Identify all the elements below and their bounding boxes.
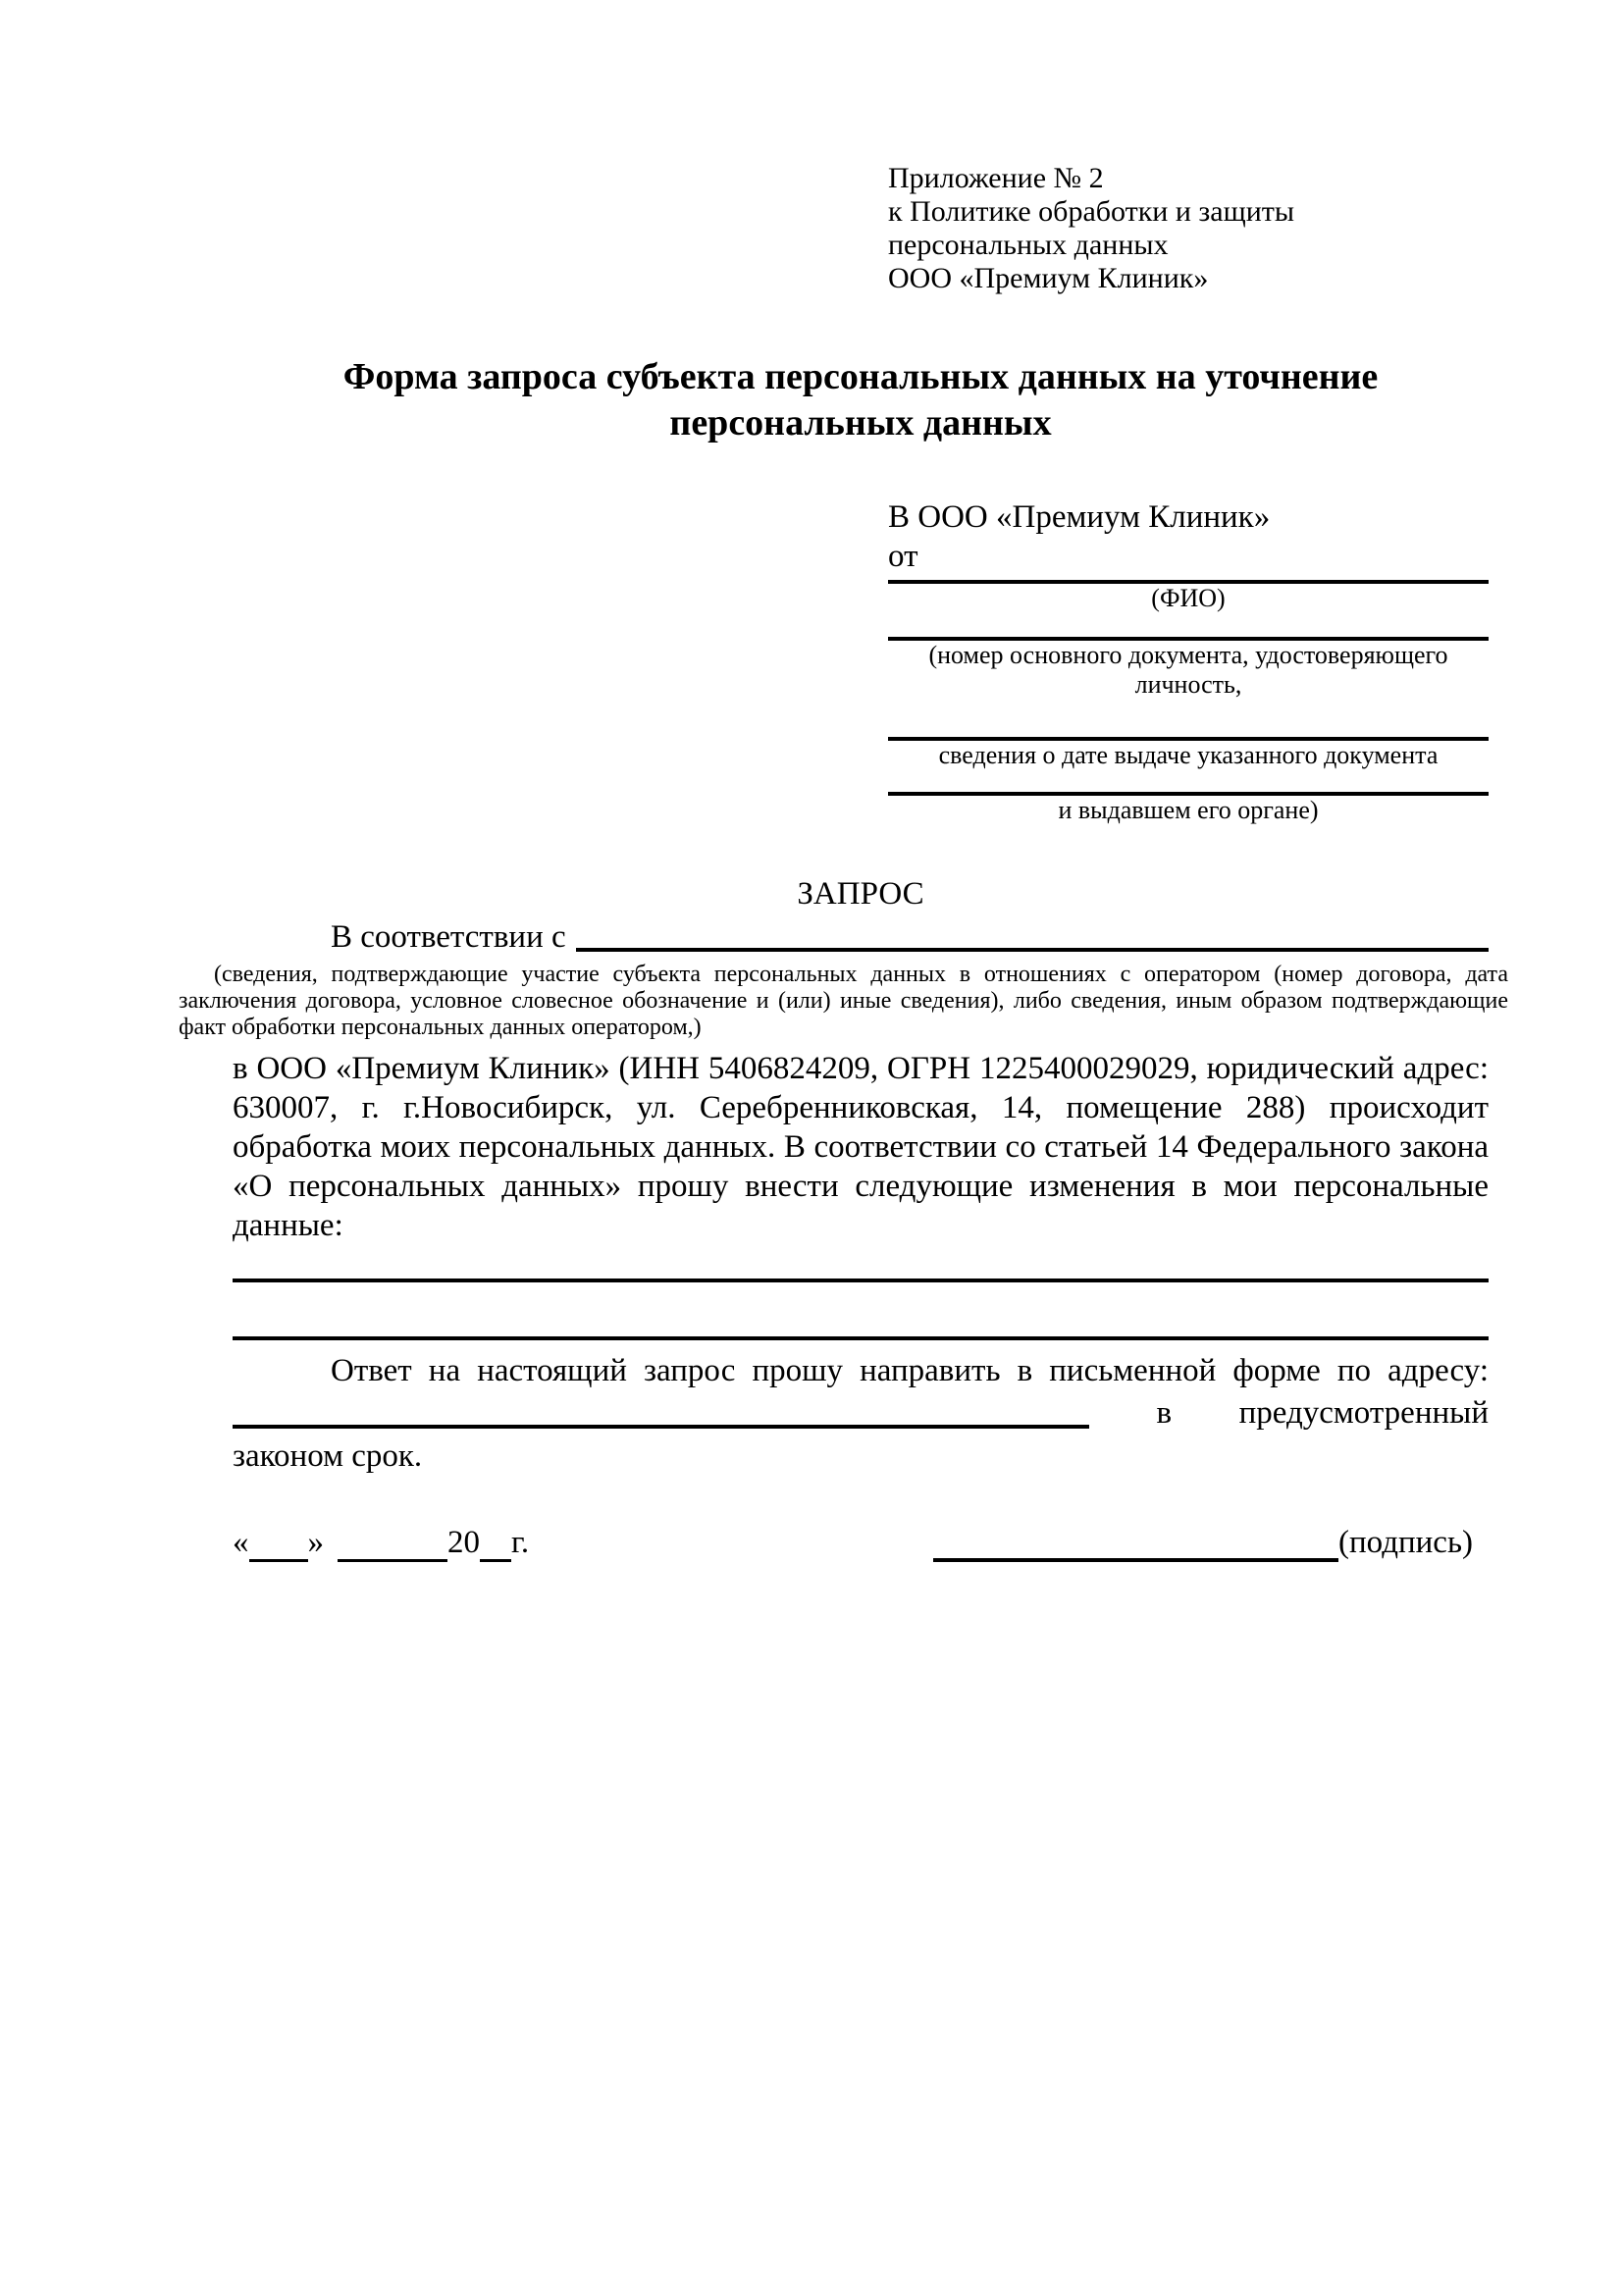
issue-date-caption: сведения о дате выдаче указанного документа bbox=[938, 741, 1439, 769]
changes-blank-line-1 bbox=[233, 1278, 1489, 1282]
answer-closing: законом срок. bbox=[233, 1438, 423, 1474]
accordance-blank-line bbox=[576, 948, 1489, 952]
date-signature-row bbox=[233, 1523, 1489, 1562]
accordance-lead: В соответствии с bbox=[331, 919, 566, 955]
date-close-quote: » bbox=[307, 1525, 324, 1560]
signature-caption: (подпись) bbox=[1338, 1525, 1473, 1560]
fio-caption: (ФИО) bbox=[1151, 584, 1226, 612]
issuing-authority-blank-line bbox=[888, 770, 1489, 796]
addressee-block bbox=[888, 497, 1489, 825]
address-blank-line bbox=[233, 1425, 1089, 1429]
signature-group bbox=[933, 1523, 1473, 1562]
legal-smallprint: (сведения, подтверждающие участие субъекта персональных данных в отношениях с оператором (номер договора, дата заключения договора, условное словесное обозначение и (или) иные сведения), либо сведения, иным образом подтверждающие факт обработки персональных данных оператором,) bbox=[179, 962, 1508, 1040]
date-year-blank bbox=[480, 1533, 511, 1562]
appendix-line-1: Приложение № 2 bbox=[888, 162, 1104, 194]
signature-blank-line bbox=[933, 1529, 1338, 1562]
answer-word-predusmotrenny: предусмотренный bbox=[1238, 1395, 1489, 1431]
date-year-prefix: 20 bbox=[447, 1525, 480, 1560]
issue-date-blank-line bbox=[888, 700, 1489, 741]
changes-blank-line-2 bbox=[233, 1336, 1489, 1340]
appendix-block bbox=[888, 162, 1489, 295]
accordance-line bbox=[233, 917, 1489, 957]
date-month-blank bbox=[338, 1533, 447, 1562]
date-group bbox=[233, 1523, 529, 1562]
appendix-line-3: персональных данных bbox=[888, 229, 1169, 261]
addressee-from: от bbox=[888, 539, 918, 574]
answer-request-line: Ответ на настоящий запрос прошу направить в письменной форме по адресу: bbox=[331, 1353, 1489, 1388]
doc-number-blank-line bbox=[888, 613, 1489, 641]
answer-address-line bbox=[233, 1391, 1489, 1435]
request-body-paragraph: в ООО «Премиум Клиник» (ИНН 5406824209, ОГРН 1225400029029, юридический адрес: 630007, г. г.Новосибирск, ул. Серебренниковская, 14, помещение 288) происходит обработка моих персональных данных. В соответствии со статьей 14 Федерального закона «О персональных данных» прошу внести следующие изменения в мои персональные данные: bbox=[233, 1051, 1489, 1243]
date-open-quote: « bbox=[233, 1525, 249, 1560]
document-content bbox=[179, 0, 1508, 1562]
addressee-to: В ООО «Премиум Клиник» bbox=[888, 499, 1271, 535]
issuing-authority-caption: и выдавшем его органе) bbox=[1058, 796, 1319, 824]
date-year-suffix: г. bbox=[511, 1525, 530, 1560]
document-title: Форма запроса субъекта персональных данных на уточнение персональных данных bbox=[342, 356, 1379, 444]
date-day-blank bbox=[249, 1533, 308, 1562]
answer-word-v: в bbox=[1156, 1395, 1173, 1431]
request-heading: ЗАПРОС bbox=[797, 876, 924, 912]
doc-number-caption: (номер основного документа, удостоверяющего личность, bbox=[928, 641, 1448, 699]
fio-blank-line bbox=[888, 576, 1489, 584]
appendix-line-4: ООО «Премиум Клиник» bbox=[888, 262, 1209, 294]
appendix-line-2: к Политике обработки и защиты bbox=[888, 195, 1295, 228]
